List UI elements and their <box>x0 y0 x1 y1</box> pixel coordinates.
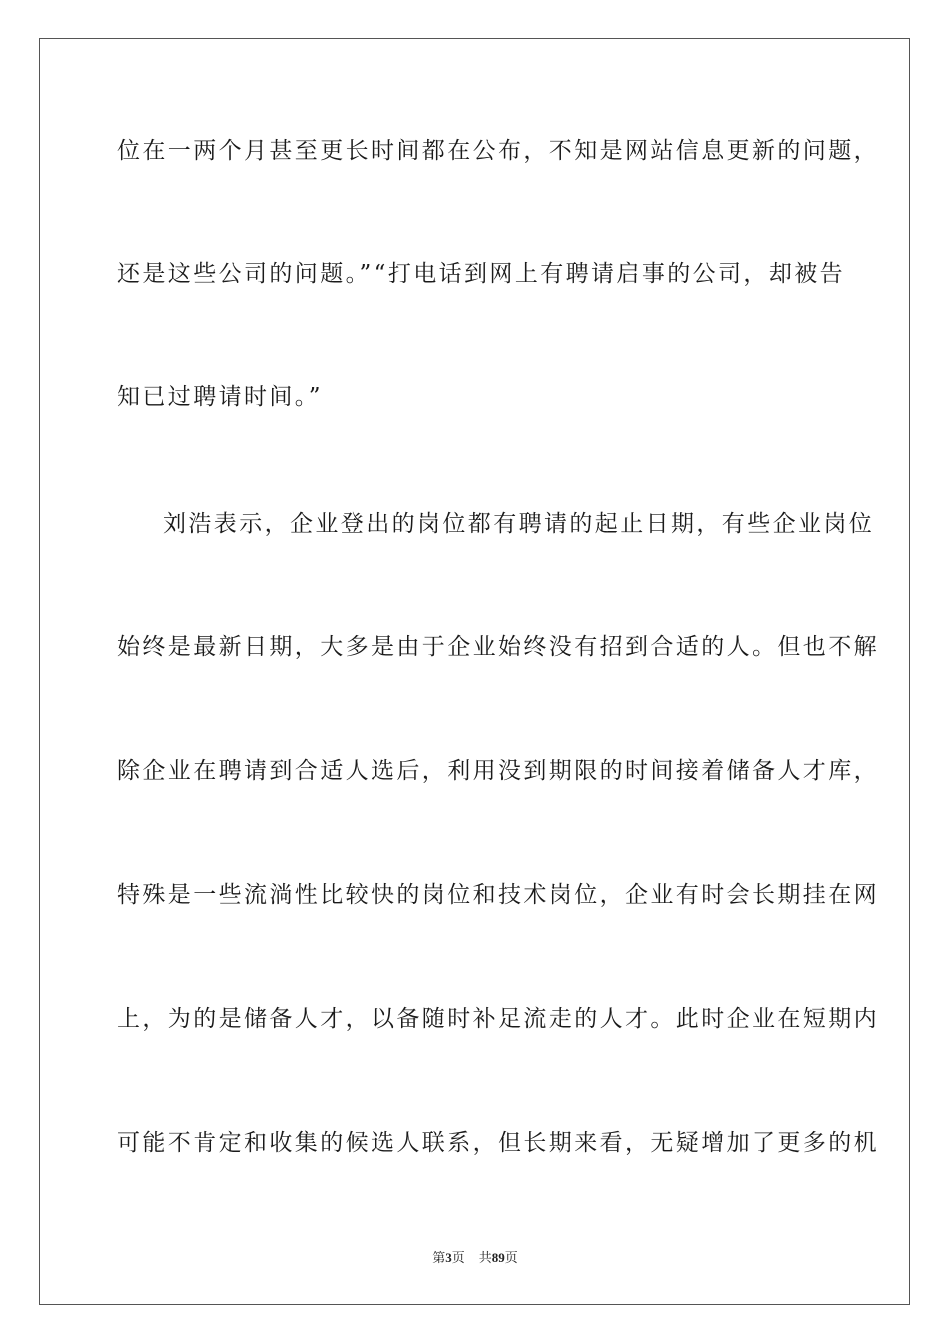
total-prefix: 共 <box>478 1251 492 1266</box>
text-line: 知已过聘请时间。” <box>117 384 323 410</box>
page-footer <box>0 1247 950 1266</box>
total-suffix: 页 <box>504 1251 518 1266</box>
page-prefix: 第 <box>432 1251 446 1266</box>
text-line: 可能不肯定和收集的候选人联系，但长期来看，无疑增加了更多的机 <box>117 1130 879 1156</box>
page-number: 3 <box>445 1250 452 1265</box>
paragraph-first-line: 刘浩表示，企业登出的岗位都有聘请的起止日期，有些企业岗位 <box>163 511 875 537</box>
text-line: 始终是最新日期，大多是由于企业始终没有招到合适的人。但也不解 <box>117 634 879 660</box>
page-border <box>39 38 910 1305</box>
total-pages: 89 <box>491 1250 505 1265</box>
text-line: 位在一两个月甚至更长时间都在公布，不知是网站信息更新的问题， <box>117 138 879 164</box>
text-line: 特殊是一些流淌性比较快的岗位和技术岗位，企业有时会长期挂在网 <box>117 882 879 908</box>
text-line: 上，为的是储备人才，以备随时补足流走的人才。此时企业在短期内 <box>117 1006 879 1032</box>
page-suffix: 页 <box>451 1251 465 1266</box>
text-line: 除企业在聘请到合适人选后，利用没到期限的时间接着储备人才库， <box>117 758 879 784</box>
text-line: 还是这些公司的问题。”“打电话到网上有聘请启事的公司，却被告 <box>117 261 846 287</box>
